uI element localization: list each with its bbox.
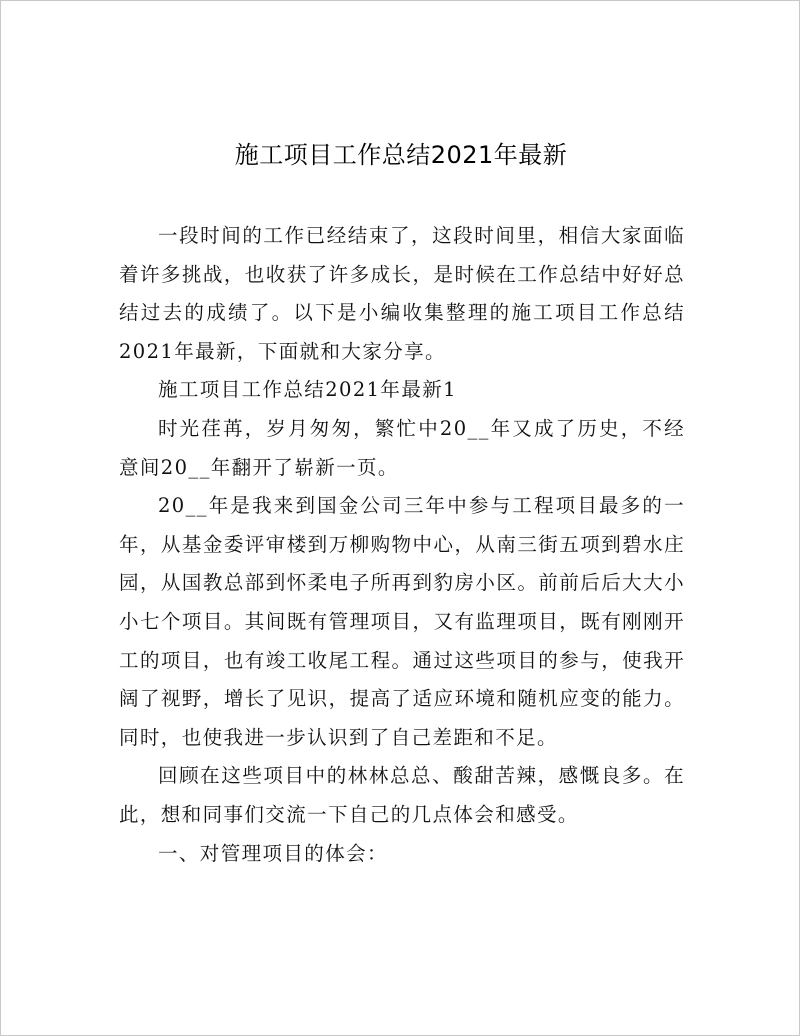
paragraph-review: 回顾在这些项目中的林林总总、酸甜苦辣，感慨良多。在此，想和同事们交流一下自己的几点体会和感受。 [119, 764, 685, 826]
paragraph-subheading: 一、对管理项目的体会： [158, 841, 388, 865]
paragraph-section-heading: 施工项目工作总结2021年最新1 [158, 378, 457, 402]
document-title: 施工项目工作总结2021年最新 [234, 141, 568, 169]
document-body [119, 217, 685, 873]
paragraph-time: 时光荏苒，岁月匆匆，繁忙中20__年又成了历史，不经意间20__年翻开了崭新一页。 [119, 416, 685, 479]
paragraph-projects: 20__年是我来到国金公司三年中参与工程项目最多的一年，从基金委评审楼到万柳购物中心，从南三街五项到碧水庄园，从国教总部到怀柔电子所再到豹房小区。前前后后大大小小七个项目。其间既有管理项目，又有监理项目，既有刚刚开工的项目，也有竣工收尾工程。通过这些项目的参与，使我开阔了视野，增长了见识，提高了适应环境和随机应变的能力。同时，也使我进一步认识到了自己差距和不足。 [119, 494, 685, 749]
paragraph-intro: 一段时间的工作已经结束了，这段时间里，相信大家面临着许多挑战，也收获了许多成长，是时候在工作总结中好好总结过去的成绩了。以下是小编收集整理的施工项目工作总结2021年最新，下面就和大家分享。 [119, 224, 685, 363]
